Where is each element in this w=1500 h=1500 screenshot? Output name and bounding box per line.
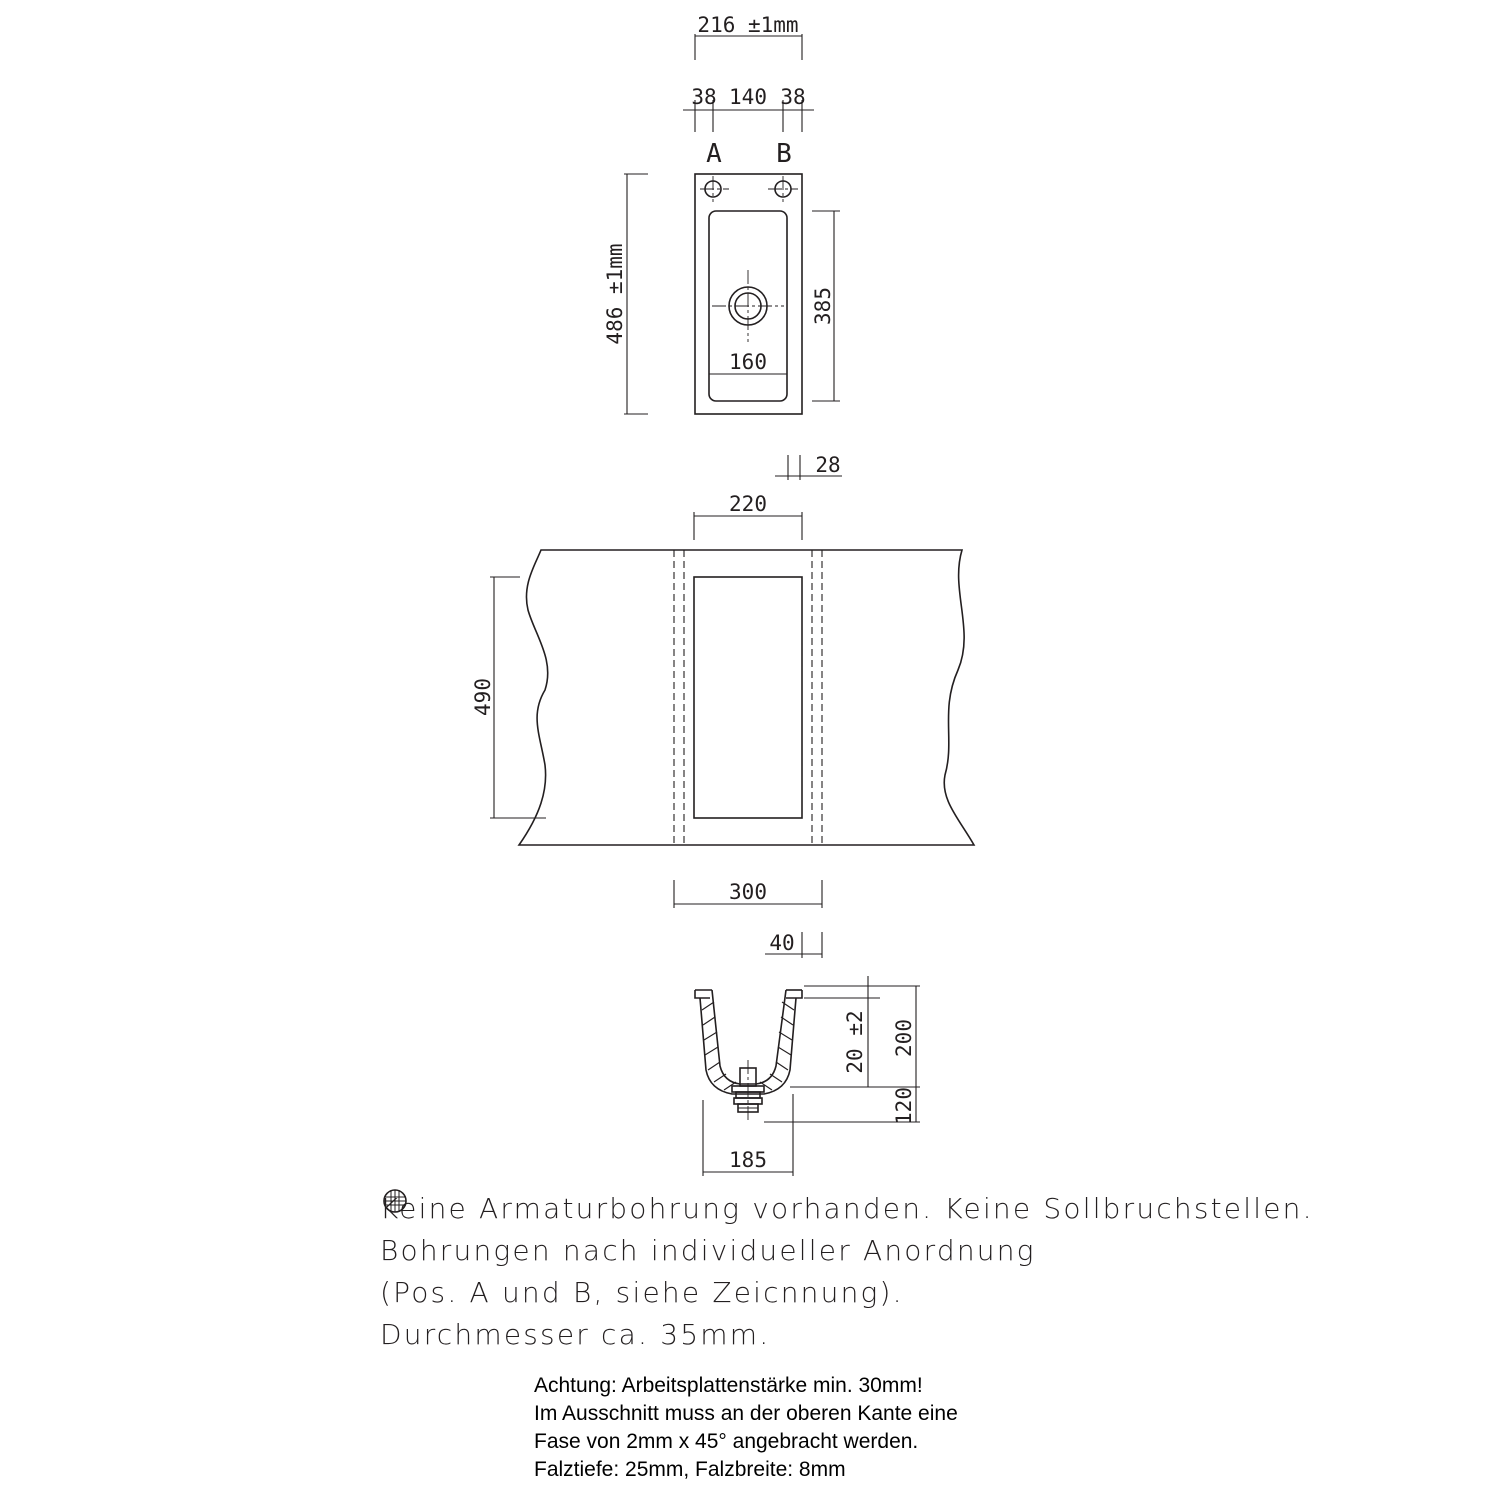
dim-left-38: 38 <box>691 85 717 109</box>
note-line-3 <box>380 1272 1460 1314</box>
dim-300: 300 <box>729 880 767 904</box>
label-a: A <box>706 139 722 169</box>
section-view <box>695 931 920 1176</box>
dim-inner-height-385: 385 <box>811 287 835 325</box>
dim-right-38: 38 <box>780 85 806 109</box>
dim-490: 490 <box>471 678 495 716</box>
basin-section-inner <box>712 990 786 1084</box>
dim-center-140: 140 <box>729 85 767 109</box>
note-line-1: Keine Armaturbohrung vorhanden. Keine Sollbruchstellen. <box>380 1192 1314 1225</box>
dim-220: 220 <box>729 492 767 516</box>
drill-hole-grid-icon <box>382 1188 408 1214</box>
dim-width-216: 216 ±1mm <box>697 13 799 37</box>
warning-line-2: Im Ausschnitt muss an der oberen Kante eine <box>534 1402 958 1425</box>
note-line-3-text: Pos. A und B, siehe Zeicnnung). <box>393 1276 904 1309</box>
basin-outline <box>695 174 802 414</box>
dim-height-486: 486 ±1mm <box>603 243 627 345</box>
dim-inner-width-160: 160 <box>729 350 767 374</box>
top-view <box>603 13 840 414</box>
worktop-outline <box>519 550 974 845</box>
dim-28: 28 <box>815 453 841 477</box>
dim-tolerance-20: 20 ±2 <box>843 1010 867 1074</box>
note-line-2: Bohrungen nach individueller Anordnung <box>380 1234 1036 1267</box>
dim-depth-200: 200 <box>892 1019 916 1057</box>
warning-line-4: Falztiefe: 25mm, Falzbreite: 8mm <box>534 1458 846 1481</box>
dim-40: 40 <box>769 931 795 955</box>
warning-line-3: Fase von 2mm x 45° angebracht werden. <box>534 1430 919 1453</box>
warning-line-1: Achtung: Arbeitsplattenstärke min. 30mm! <box>534 1374 923 1397</box>
note-line-4: Durchmesser ca. 35mm. <box>380 1318 771 1351</box>
cutout-rect <box>694 577 802 818</box>
dim-drain-120: 120 <box>892 1087 916 1125</box>
dim-bottom-width-185: 185 <box>729 1148 767 1172</box>
cutout-view <box>471 453 974 908</box>
note-line-3-paren: ( <box>380 1276 394 1309</box>
label-b: B <box>776 139 792 169</box>
warning-notes <box>534 1372 1434 1484</box>
description-notes <box>380 1188 1460 1356</box>
